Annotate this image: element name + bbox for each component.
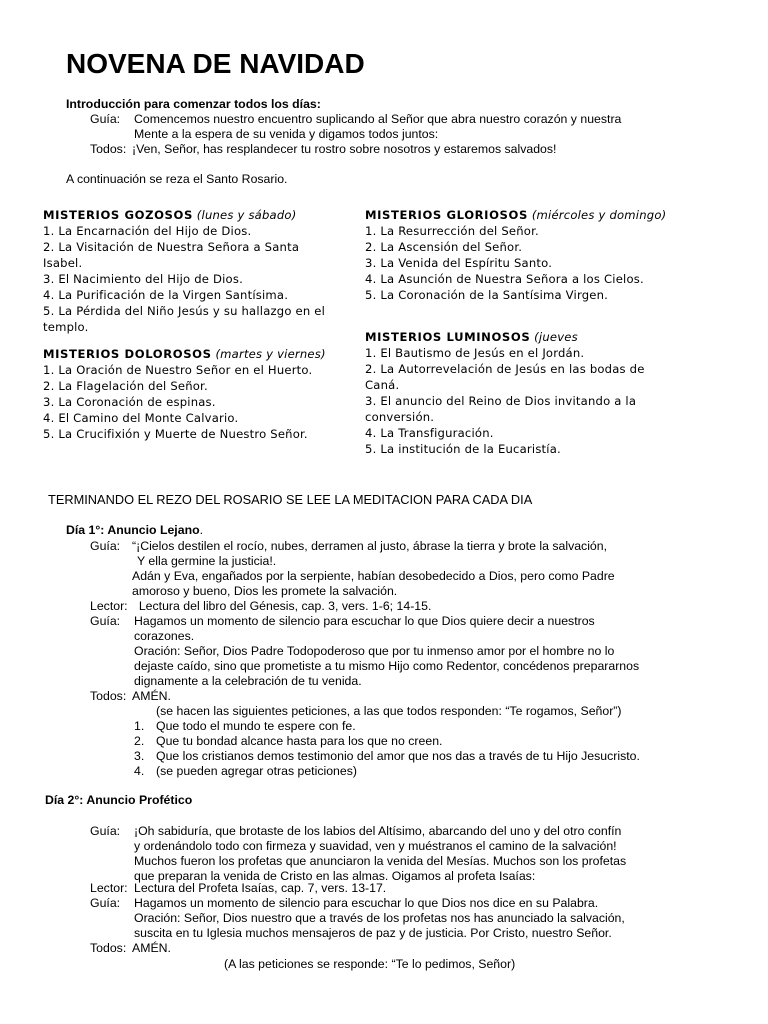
day1-heading-text: Día 1°: Anuncio Lejano xyxy=(66,523,200,537)
mystery-line: 1. La Resurrección del Señor. xyxy=(365,224,539,238)
mystery-title: MISTERIOS DOLOROSOS xyxy=(43,347,212,361)
mystery-line: conversión. xyxy=(365,410,435,424)
text-line: Muchos fueron los profetas que anunciaron la venida del Mesías. Muchos son los profetas xyxy=(134,854,627,868)
mystery-line: 5. La institución de la Eucaristía. xyxy=(365,442,561,456)
mysteries-luminosos xyxy=(365,329,645,457)
text-line: “¡Cielos destilen el rocío, nubes, derramen al justo, ábrase la tierra y brote la salvación, xyxy=(132,539,608,553)
intro-todos-text: ¡Ven, Señor, has resplandecer tu rostro sobre nosotros y estaremos salvados! xyxy=(132,142,557,156)
mystery-days: (jueves xyxy=(534,330,578,344)
day2-heading: Día 2°: Anuncio Profético xyxy=(45,793,193,807)
mystery-line: Isabel. xyxy=(43,256,83,270)
mystery-line: 2. La Autorrevelación de Jesús en las bodas de xyxy=(365,362,645,376)
mystery-line: 5. La Coronación de la Santísima Virgen. xyxy=(365,288,609,302)
mystery-heading xyxy=(365,207,666,223)
text-line: Oración: Señor, Dios Padre Todopoderoso que por tu inmenso amor por el hombre no lo xyxy=(134,644,615,658)
mystery-line: 1. El Bautismo de Jesús en el Jordán. xyxy=(365,346,585,360)
intro-rosario: A continuación se reza el Santo Rosario. xyxy=(66,172,288,186)
mystery-days: (lunes y sábado) xyxy=(196,208,297,222)
mystery-line: Caná. xyxy=(365,378,400,392)
mystery-line: 2. La Flagelación del Señor. xyxy=(43,379,208,393)
text-line: dignamente a la celebración de tu venida. xyxy=(134,674,362,688)
page-title: NOVENA DE NAVIDAD xyxy=(66,48,365,79)
intro-guia-label: Guía: xyxy=(90,112,121,126)
text-line: amoroso y bueno, Dios les promete la salvación. xyxy=(132,584,398,598)
mystery-line: 3. El Nacimiento del Hijo de Dios. xyxy=(43,272,243,286)
mystery-line: 3. La Venida del Espíritu Santo. xyxy=(365,256,553,270)
text-line: Adán y Eva, engañados por la serpiente, habían desobedecido a Dios, pero como Padre xyxy=(132,569,615,583)
text-line: corazones. xyxy=(134,629,195,643)
day2-lector-label: Lector: xyxy=(90,881,128,895)
mystery-line: templo. xyxy=(43,320,89,334)
text-line: dejaste caído, sino que prometiste a tu mismo Hijo como Redentor, concédenos prepararnos xyxy=(134,659,640,673)
mystery-line: 5. La Pérdida del Niño Jesús y su hallazgo en el xyxy=(43,304,326,318)
day1-todos-label: Todos: xyxy=(90,689,127,703)
mystery-days: (martes y viernes) xyxy=(215,347,326,361)
mystery-line: 1. La Oración de Nuestro Señor en el Huerto. xyxy=(43,363,313,377)
mystery-heading xyxy=(365,329,645,345)
mysteries-gozosos xyxy=(43,207,325,335)
text-line: Oración: Señor, Dios nuestro que a través de los profetas nos has anunciado la salvación, xyxy=(134,911,625,925)
mystery-title: MISTERIOS GOZOSOS xyxy=(43,208,193,222)
day2-guia-lines xyxy=(134,824,626,884)
text-line: y ordenándolo todo con firmeza y suavidad, ven y muéstranos el camino de la salvación! xyxy=(134,839,617,853)
day2-peticiones-note: (A las peticiones se responde: “Te lo pedimos, Señor) xyxy=(224,957,516,971)
day1-guia2-lines xyxy=(134,614,639,689)
list-item: 2. Que tu bondad alcance hasta para los que no creen. xyxy=(134,734,443,748)
mystery-line: 4. El Camino del Monte Calvario. xyxy=(43,411,239,425)
mystery-line: 4. La Transfiguración. xyxy=(365,426,494,440)
mystery-line: 3. La Coronación de espinas. xyxy=(43,395,216,409)
day1-guia-lines xyxy=(132,539,615,599)
text-line: Y ella germine la justicia!. xyxy=(137,554,277,568)
text-line: ¡Oh sabiduría, que brotaste de los labios del Altísimo, abarcando del uno y del otro confín xyxy=(134,824,622,838)
text-line: Hagamos un momento de silencio para escuchar lo que Dios nos dice en su Palabra. xyxy=(134,896,599,910)
text-line: suscita en tu Iglesia muchos mensajeros de paz y de justicia. Por Cristo, nuestro Señor. xyxy=(134,926,612,940)
mystery-line: 4. La Purificación de la Virgen Santísima. xyxy=(43,288,289,302)
day1-peticiones-list xyxy=(134,719,640,779)
list-item: 3. Que los cristianos demos testimonio del amor que nos das a través de tu Hijo Jesucristo. xyxy=(134,749,640,763)
intro-heading: Introducción para comenzar todos los días: xyxy=(66,97,321,111)
mystery-line: 3. El anuncio del Reino de Dios invitando a la xyxy=(365,394,637,408)
list-item: 1. Que todo el mundo te espere con fe. xyxy=(134,719,356,733)
intro-todos-label: Todos: xyxy=(90,142,127,156)
mystery-line: 1. La Encarnación del Hijo de Dios. xyxy=(43,224,252,238)
day2-guia-label: Guía: xyxy=(90,824,121,838)
mystery-days: (miércoles y domingo) xyxy=(531,208,667,222)
text-line: que preparan la venida de Cristo en las almas. Oigamos al profeta Isaías: xyxy=(134,869,536,883)
day1-heading-dot: . xyxy=(199,523,204,537)
day2-guia2-label: Guía: xyxy=(90,896,121,910)
intro-guia-line: Comencemos nuestro encuentro suplicando al Señor que abra nuestro corazón y nuestra xyxy=(134,112,622,126)
mystery-heading xyxy=(43,207,325,223)
day1-guia-label: Guía: xyxy=(90,539,121,553)
mystery-line: 5. La Crucifixión y Muerte de Nuestro Señor. xyxy=(43,427,308,441)
mystery-line: 4. La Asunción de Nuestra Señora a los Cielos. xyxy=(365,272,644,286)
list-item: 4. (se pueden agregar otras peticiones) xyxy=(134,764,357,778)
day1-peticiones-intro: (se hacen las siguientes peticiones, a las que todos responden: “Te rogamos, Señor”) xyxy=(156,704,622,718)
intro-guia-line: Mente a la espera de su venida y digamos todos juntos: xyxy=(134,127,439,141)
day1-lector-text: Lectura del libro del Génesis, cap. 3, vers. 1-6; 14-15. xyxy=(132,599,432,613)
day2-todos-text: AMÉN. xyxy=(132,941,171,955)
day1-lector-label: Lector: xyxy=(90,599,128,613)
mysteries-dolorosos xyxy=(43,346,326,442)
meditation-heading: TERMINANDO EL REZO DEL ROSARIO SE LEE LA MEDITACION PARA CADA DIA xyxy=(48,492,533,507)
day2-todos-label: Todos: xyxy=(90,941,127,955)
mystery-title: MISTERIOS GLORIOSOS xyxy=(365,208,528,222)
mystery-title: MISTERIOS LUMINOSOS xyxy=(365,330,531,344)
day1-todos-text: AMÉN. xyxy=(132,689,171,703)
text-line: Hagamos un momento de silencio para escuchar lo que Dios quiere decir a nuestros xyxy=(134,614,595,628)
mystery-heading xyxy=(43,346,326,362)
day1-guia2-label: Guía: xyxy=(90,614,121,628)
day2-lector-text: Lectura del Profeta Isaías, cap. 7, vers. 13-17. xyxy=(134,881,387,895)
mysteries-gloriosos xyxy=(365,207,666,303)
mystery-line: 2. La Visitación de Nuestra Señora a Santa xyxy=(43,240,300,254)
mystery-line: 2. La Ascensión del Señor. xyxy=(365,240,523,254)
day2-guia2-lines xyxy=(134,896,625,941)
day1-heading xyxy=(66,523,203,538)
